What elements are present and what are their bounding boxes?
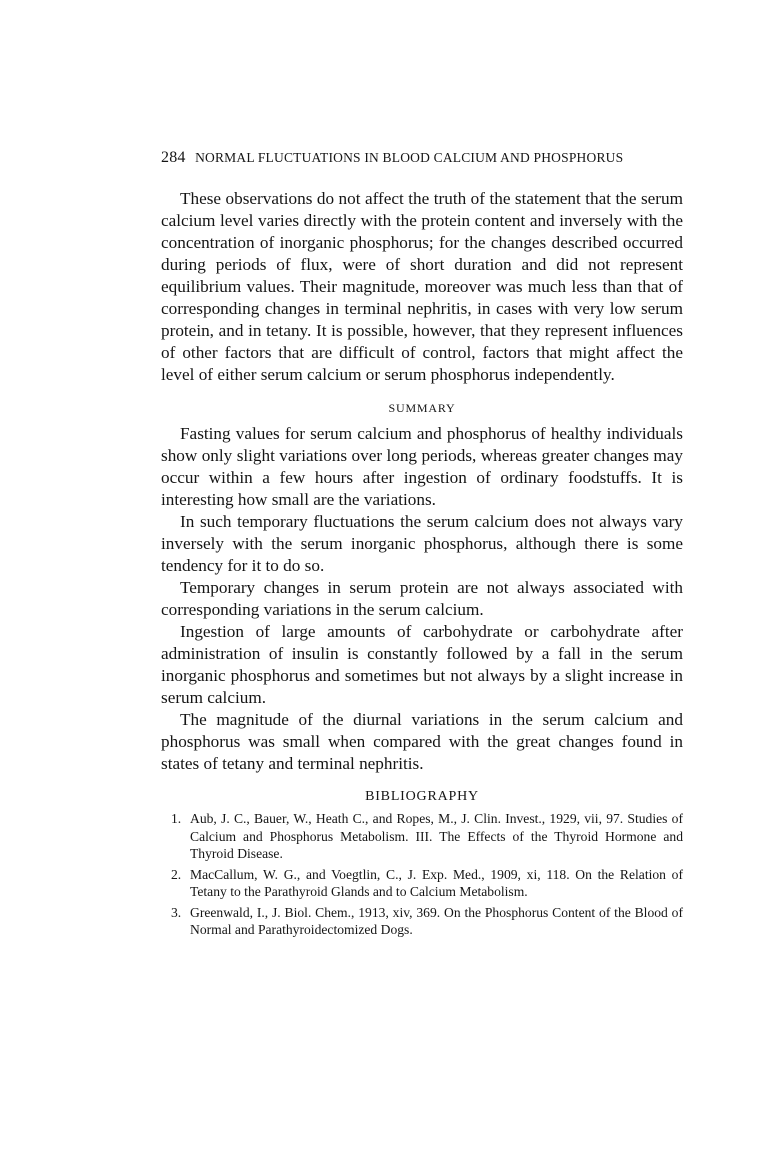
- running-header: [161, 149, 683, 167]
- bibliography-entry-text: MacCallum, W. G., and Voegtlin, C., J. Exp. Med., 1909, xi, 118. On the Relation of Tetany to the Parathyroid Glands and to Calcium Metabolism.: [190, 866, 683, 899]
- summary-section: [161, 423, 683, 775]
- bibliography-entry-number: 2.: [171, 866, 182, 882]
- bibliography-entry-text: Greenwald, I., J. Biol. Chem., 1913, xiv, 369. On the Phosphorus Content of the Blood of Normal and Parathyroidectomized Dogs.: [190, 904, 683, 937]
- summary-paragraph: Temporary changes in serum protein are not always associated with corresponding variations in the serum calcium.: [161, 578, 683, 619]
- intro-paragraph: These observations do not affect the truth of the statement that the serum calcium level varies directly with the protein content and inversely with the concentration of inorganic phosphorus; for the changes described occurred during periods of flux, were of short duration and did not represent equilibrium values. Their magnitude, moreover was much less than that of corresponding changes in terminal nephritis, in cases with very low serum protein, and in tetany. It is possible, however, that they represent influences of other factors that are difficult of control, factors that might affect the level of either serum calcium or serum phosphorus independently.: [161, 189, 683, 384]
- bibliography-entry-number: 3.: [171, 904, 182, 920]
- bibliography-heading: BIBLIOGRAPHY: [365, 789, 479, 804]
- bibliography-entry-number: 1.: [171, 811, 182, 826]
- bibliography-list: [161, 810, 683, 939]
- summary-paragraph: Fasting values for serum calcium and phosphorus of healthy individuals show only slight variations over long periods, whereas greater changes may occur within a few hours after ingestion of ordinary foodstuffs. It is interesting how small are the variations.: [161, 424, 683, 509]
- bibliography-entry: [161, 866, 683, 901]
- page: [161, 149, 683, 942]
- summary-heading: SUMMARY: [388, 401, 456, 415]
- bibliography-entry-text: Aub, J. C., Bauer, W., Heath C., and Ropes, M., J. Clin. Invest., 1929, vii, 97. Studies of Calcium and Phosphorus Metabolism. III. The Effects of the Thyroid Hormone and Thyroid Disease.: [190, 811, 683, 861]
- page-number: 284: [161, 149, 186, 166]
- bibliography-entry: [161, 904, 683, 939]
- summary-paragraph: In such temporary fluctuations the serum calcium does not always vary inversely with the serum inorganic phosphorus, although there is some tendency for it to do so.: [161, 512, 683, 575]
- running-title: NORMAL FLUCTUATIONS IN BLOOD CALCIUM AND PHOSPHORUS: [195, 150, 624, 165]
- bibliography-entry: [161, 810, 683, 863]
- summary-paragraph: Ingestion of large amounts of carbohydrate or carbohydrate after administration of insulin is constantly followed by a fall in the serum inorganic phosphorus and sometimes but not always by a slight increase in serum calcium.: [161, 622, 683, 707]
- summary-paragraph: The magnitude of the diurnal variations in the serum calcium and phosphorus was small when compared with the great changes found in states of tetany and terminal nephritis.: [161, 710, 683, 773]
